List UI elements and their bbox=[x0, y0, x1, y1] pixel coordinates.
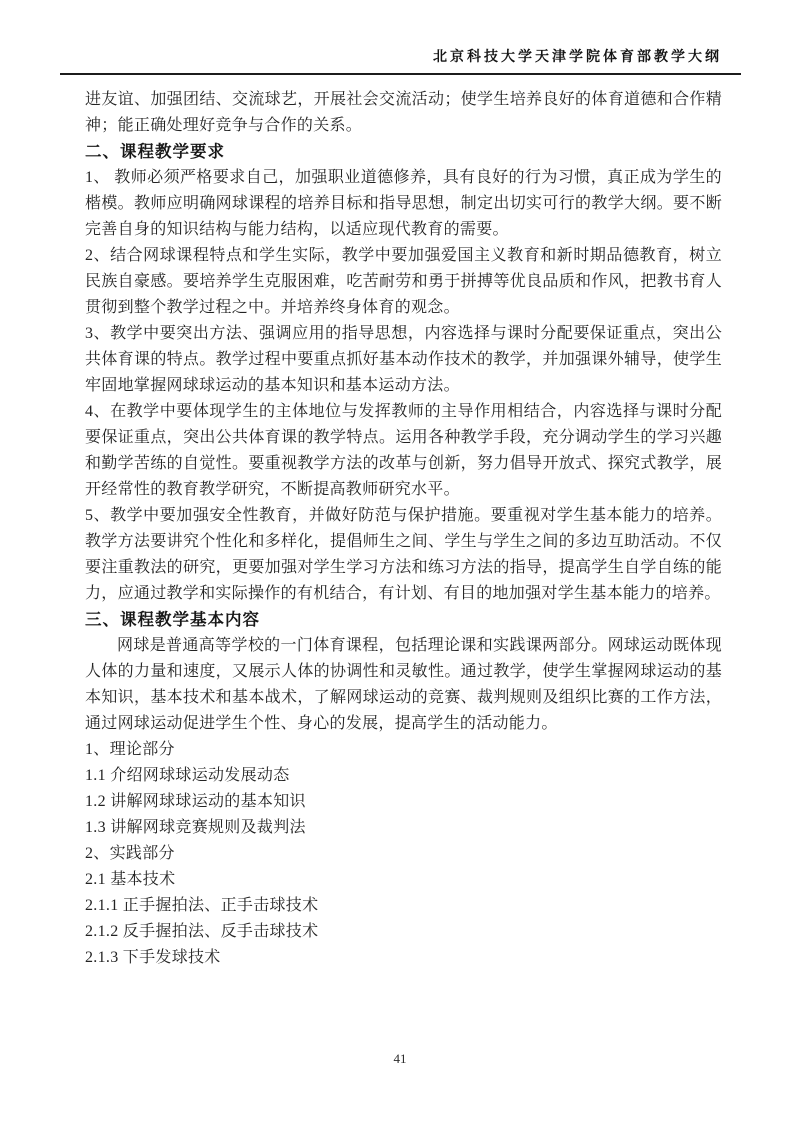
header-title: 北京科技大学天津学院体育部教学大纲 bbox=[433, 50, 722, 65]
outline-item-practice: 2、实践部分 bbox=[85, 845, 175, 862]
section-2-heading: 二、课程教学要求 bbox=[85, 142, 225, 161]
outline-item-2-1-2: 2.1.2 反手握拍法、反手击球技术 bbox=[85, 923, 319, 940]
outline-item-1-1: 1.1 介绍网球球运动发展动态 bbox=[85, 767, 290, 784]
page-header bbox=[60, 46, 722, 66]
page-footer bbox=[0, 1051, 800, 1067]
course-outline bbox=[85, 737, 722, 971]
outline-item-1-3: 1.3 讲解网球竞赛规则及裁判法 bbox=[85, 819, 306, 836]
outline-item-1-2: 1.2 讲解网球球运动的基本知识 bbox=[85, 793, 306, 810]
outline-item-theory: 1、理论部分 bbox=[85, 741, 175, 758]
header-divider bbox=[60, 73, 741, 75]
continuation-paragraph: 进友谊、加强团结、交流球艺，开展社会交流活动；使学生培养良好的体育道德和合作精神；能正确处理好竞争与合作的关系。 bbox=[85, 91, 722, 134]
outline-item-2-1-3: 2.1.3 下手发球技术 bbox=[85, 949, 221, 966]
page-number: 41 bbox=[393, 1051, 407, 1066]
document-content bbox=[85, 87, 722, 971]
section-3-heading: 三、课程教学基本内容 bbox=[85, 610, 260, 629]
outline-item-2-1: 2.1 基本技术 bbox=[85, 871, 176, 888]
section-3-intro-paragraph: 网球是普通高等学校的一门体育课程，包括理论课和实践课两部分。网球运动既体现人体的力量和速度，又展示人体的协调性和灵敏性。通过教学，使学生掌握网球运动的基本知识，基本技术和基本战术，了解网球运动的竞赛、裁判规则及组织比赛的工作方法，通过网球运动促进学生个性、身心的发展，提高学生的活动能力。 bbox=[85, 637, 722, 732]
section-2-paragraph-2: 2、结合网球课程特点和学生实际，教学中要加强爱国主义教育和新时期品德教育，树立民族自豪感。要培养学生克服困难，吃苦耐劳和勇于拼搏等优良品质和作风，把教书育人贯彻到整个教学过程之中。并培养终身体育的观念。 bbox=[85, 247, 722, 316]
section-2-paragraph-5: 5、教学中要加强安全性教育，并做好防范与保护措施。要重视对学生基本能力的培养。教学方法要讲究个性化和多样化，提倡师生之间、学生与学生之间的多边互助活动。不仅要注重教法的研究，更要加强对学生学习方法和练习方法的指导，提高学生自学自练的能力，应通过教学和实际操作的有机结合，有计划、有目的地加强对学生基本能力的培养。 bbox=[85, 507, 722, 602]
section-2-paragraph-1: 1、 教师必须严格要求自己，加强职业道德修养，具有良好的行为习惯，真正成为学生的楷模。教师应明确网球课程的培养目标和指导思想，制定出切实可行的教学大纲。要不断完善自身的知识结构与能力结构，以适应现代教育的需要。 bbox=[85, 169, 722, 238]
section-2-paragraph-4: 4、在教学中要体现学生的主体地位与发挥教师的主导作用相结合，内容选择与课时分配要保证重点，突出公共体育课的教学特点。运用各种教学手段，充分调动学生的学习兴趣和勤学苦练的自觉性。要重视教学方法的改革与创新，努力倡导开放式、探究式教学，展开经常性的教育教学研究，不断提高教师研究水平。 bbox=[85, 403, 722, 498]
outline-item-2-1-1: 2.1.1 正手握拍法、正手击球技术 bbox=[85, 897, 319, 914]
section-2-paragraph-3: 3、教学中要突出方法、强调应用的指导思想，内容选择与课时分配要保证重点，突出公共体育课的特点。教学过程中要重点抓好基本动作技术的教学，并加强课外辅导，使学生牢固地掌握网球球运动的基本知识和基本运动方法。 bbox=[85, 325, 722, 394]
